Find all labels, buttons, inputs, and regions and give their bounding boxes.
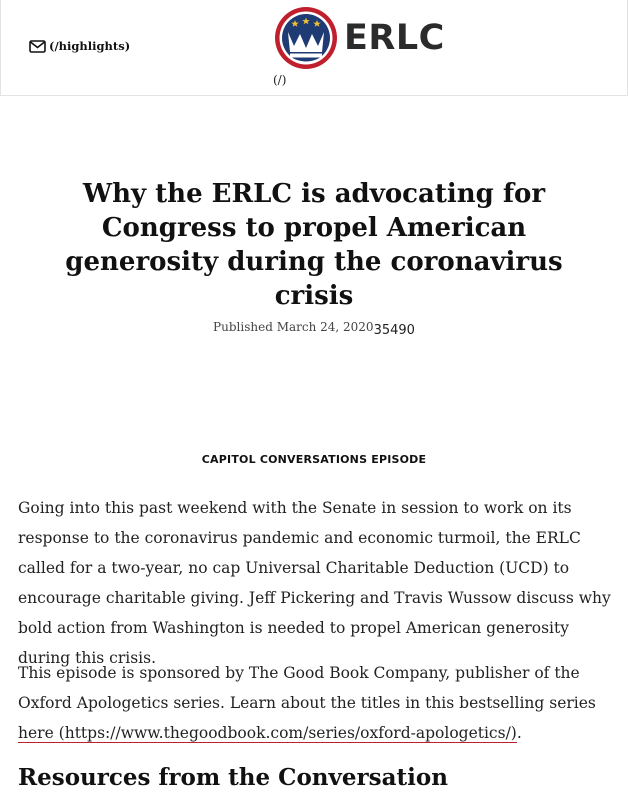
article-paragraph-1: Going into this past weekend with the Senate in session to work on its response to the coronavirus pandemic and economic turmoil, the ERLC called for a two-year, no cap Universal Charitable Deduction (UCD) to encourage charitable giving. Jeff Pickering and Travis Wussow discuss why bold action from Washington is needed to propel American generosity during this crisis. — [18, 499, 611, 667]
paragraph-2-suffix: . — [516, 724, 522, 742]
highlights-link[interactable] — [29, 39, 130, 53]
site-header — [0, 0, 628, 96]
home-link[interactable]: (/) — [273, 73, 287, 87]
erlc-logo[interactable] — [274, 6, 445, 70]
view-count: 35490 — [373, 323, 415, 338]
logo-wordmark: ERLC — [344, 18, 445, 58]
crown-logo-icon — [274, 6, 338, 70]
resources-heading: Resources from the Conversation — [18, 764, 448, 791]
article-paragraph-2 — [18, 658, 614, 748]
published-date: Published March 24, 2020 — [213, 320, 374, 334]
article-meta — [0, 320, 628, 338]
highlights-label: (/highlights) — [49, 39, 131, 53]
envelope-icon — [29, 40, 47, 53]
article-title: Why the ERLC is advocating for Congress to propel American generosity during the coronavirus crisis — [65, 179, 563, 311]
episode-label: CAPITOL CONVERSATIONS EPISODE — [201, 453, 427, 466]
paragraph-2-text: This episode is sponsored by The Good Book Company, publisher of the Oxford Apologetics series. Learn about the titles in this bestselling series — [18, 664, 596, 712]
oxford-apologetics-link[interactable]: here (https://www.thegoodbook.com/series/oxford-apologetics/) — [18, 724, 517, 742]
